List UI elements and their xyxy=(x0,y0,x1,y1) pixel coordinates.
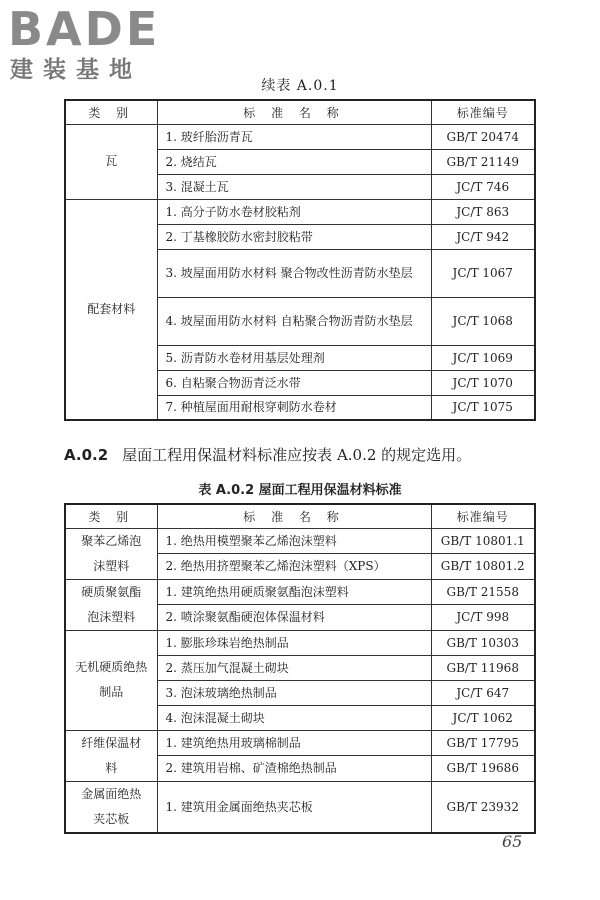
standard-name-cell: 3. 泡沫玻璃绝热制品 xyxy=(157,680,431,705)
column-header-name: 标 准 名 称 xyxy=(157,504,431,528)
standard-code-cell: GB/T 21558 xyxy=(431,579,535,605)
standard-code-cell: JC/T 1070 xyxy=(431,370,535,395)
standard-name-cell: 6. 自粘聚合物沥青泛水带 xyxy=(157,370,431,395)
standard-name-cell: 1. 建筑绝热用硬质聚氨酯泡沫塑料 xyxy=(157,579,431,605)
standard-code-cell: JC/T 1062 xyxy=(431,705,535,730)
table-a01-continued xyxy=(64,99,536,421)
column-header-category: 类 别 xyxy=(65,100,157,124)
category-cell: 硬质聚氨酯泡沫塑料 xyxy=(65,579,157,630)
standard-code-cell: GB/T 17795 xyxy=(431,730,535,756)
standard-code-cell: JC/T 998 xyxy=(431,605,535,631)
standard-code-cell: JC/T 1069 xyxy=(431,345,535,370)
standard-name-cell: 2. 蒸压加气混凝土砌块 xyxy=(157,655,431,680)
standard-name-cell: 2. 建筑用岩棉、矿渣棉绝热制品 xyxy=(157,756,431,782)
standard-code-cell: GB/T 20474 xyxy=(431,124,535,149)
logo-wordmark: BADE xyxy=(8,2,161,56)
category-cell: 纤维保温材料 xyxy=(65,730,157,781)
table-row xyxy=(65,528,535,554)
table-row xyxy=(65,730,535,756)
category-cell: 金属面绝热夹芯板 xyxy=(65,781,157,833)
standard-code-cell: JC/T 647 xyxy=(431,680,535,705)
column-header-name: 标 准 名 称 xyxy=(157,100,431,124)
page-number: 65 xyxy=(502,832,523,851)
standard-code-cell: JC/T 1075 xyxy=(431,395,535,420)
standard-code-cell: JC/T 1067 xyxy=(431,249,535,297)
standard-name-cell: 2. 丁基橡胶防水密封胶粘带 xyxy=(157,224,431,249)
table-row xyxy=(65,199,535,224)
standard-name-cell: 3. 混凝土瓦 xyxy=(157,174,431,199)
standard-code-cell: GB/T 19686 xyxy=(431,756,535,782)
standard-code-cell: JC/T 1068 xyxy=(431,297,535,345)
standard-name-cell: 1. 高分子防水卷材胶粘剂 xyxy=(157,199,431,224)
logo-subtitle: 建装基地 xyxy=(10,57,142,83)
standard-code-cell: JC/T 863 xyxy=(431,199,535,224)
standard-name-cell: 1. 绝热用模塑聚苯乙烯泡沫塑料 xyxy=(157,528,431,554)
table2-caption: 表 A.0.2 屋面工程用保温材料标准 xyxy=(198,483,402,498)
standard-name-cell: 7. 种植屋面用耐根穿刺防水卷材 xyxy=(157,395,431,420)
column-header-category: 类 别 xyxy=(65,504,157,528)
standard-name-cell: 1. 建筑绝热用玻璃棉制品 xyxy=(157,730,431,756)
logo xyxy=(8,4,178,86)
standard-name-cell: 3. 坡屋面用防水材料 聚合物改性沥青防水垫层 xyxy=(157,249,431,297)
standard-name-cell: 4. 坡屋面用防水材料 自粘聚合物沥青防水垫层 xyxy=(157,297,431,345)
table-row xyxy=(65,579,535,605)
table-row xyxy=(65,124,535,149)
section-a02 xyxy=(64,444,471,465)
table-row xyxy=(65,630,535,655)
section-text: 屋面工程用保温材料标准应按表 A.0.2 的规定选用。 xyxy=(122,446,472,464)
standard-name-cell: 1. 膨胀珍珠岩绝热制品 xyxy=(157,630,431,655)
table-a02 xyxy=(64,503,536,834)
standard-name-cell: 2. 绝热用挤塑聚苯乙烯泡沫塑料（XPS） xyxy=(157,554,431,580)
standard-code-cell: GB/T 10801.1 xyxy=(431,528,535,554)
category-cell: 聚苯乙烯泡沫塑料 xyxy=(65,528,157,579)
standard-code-cell: JC/T 746 xyxy=(431,174,535,199)
standard-code-cell: GB/T 23932 xyxy=(431,781,535,833)
column-header-code: 标准编号 xyxy=(431,504,535,528)
standard-name-cell: 2. 喷涂聚氨酯硬泡体保温材料 xyxy=(157,605,431,631)
standard-name-cell: 2. 烧结瓦 xyxy=(157,149,431,174)
table1-caption: 续表 A.0.1 xyxy=(261,78,339,94)
standard-code-cell: JC/T 942 xyxy=(431,224,535,249)
category-cell: 无机硬质绝热制品 xyxy=(65,630,157,730)
section-number: A.0.2 xyxy=(64,446,109,464)
table-row xyxy=(65,781,535,833)
standard-name-cell: 4. 泡沫混凝土砌块 xyxy=(157,705,431,730)
standard-code-cell: GB/T 11968 xyxy=(431,655,535,680)
standard-name-cell: 5. 沥青防水卷材用基层处理剂 xyxy=(157,345,431,370)
standard-code-cell: GB/T 10801.2 xyxy=(431,554,535,580)
column-header-code: 标准编号 xyxy=(431,100,535,124)
standard-name-cell: 1. 玻纤胎沥青瓦 xyxy=(157,124,431,149)
standard-code-cell: GB/T 21149 xyxy=(431,149,535,174)
standard-code-cell: GB/T 10303 xyxy=(431,630,535,655)
standard-name-cell: 1. 建筑用金属面绝热夹芯板 xyxy=(157,781,431,833)
category-cell: 配套材料 xyxy=(65,199,157,420)
category-cell: 瓦 xyxy=(65,124,157,199)
